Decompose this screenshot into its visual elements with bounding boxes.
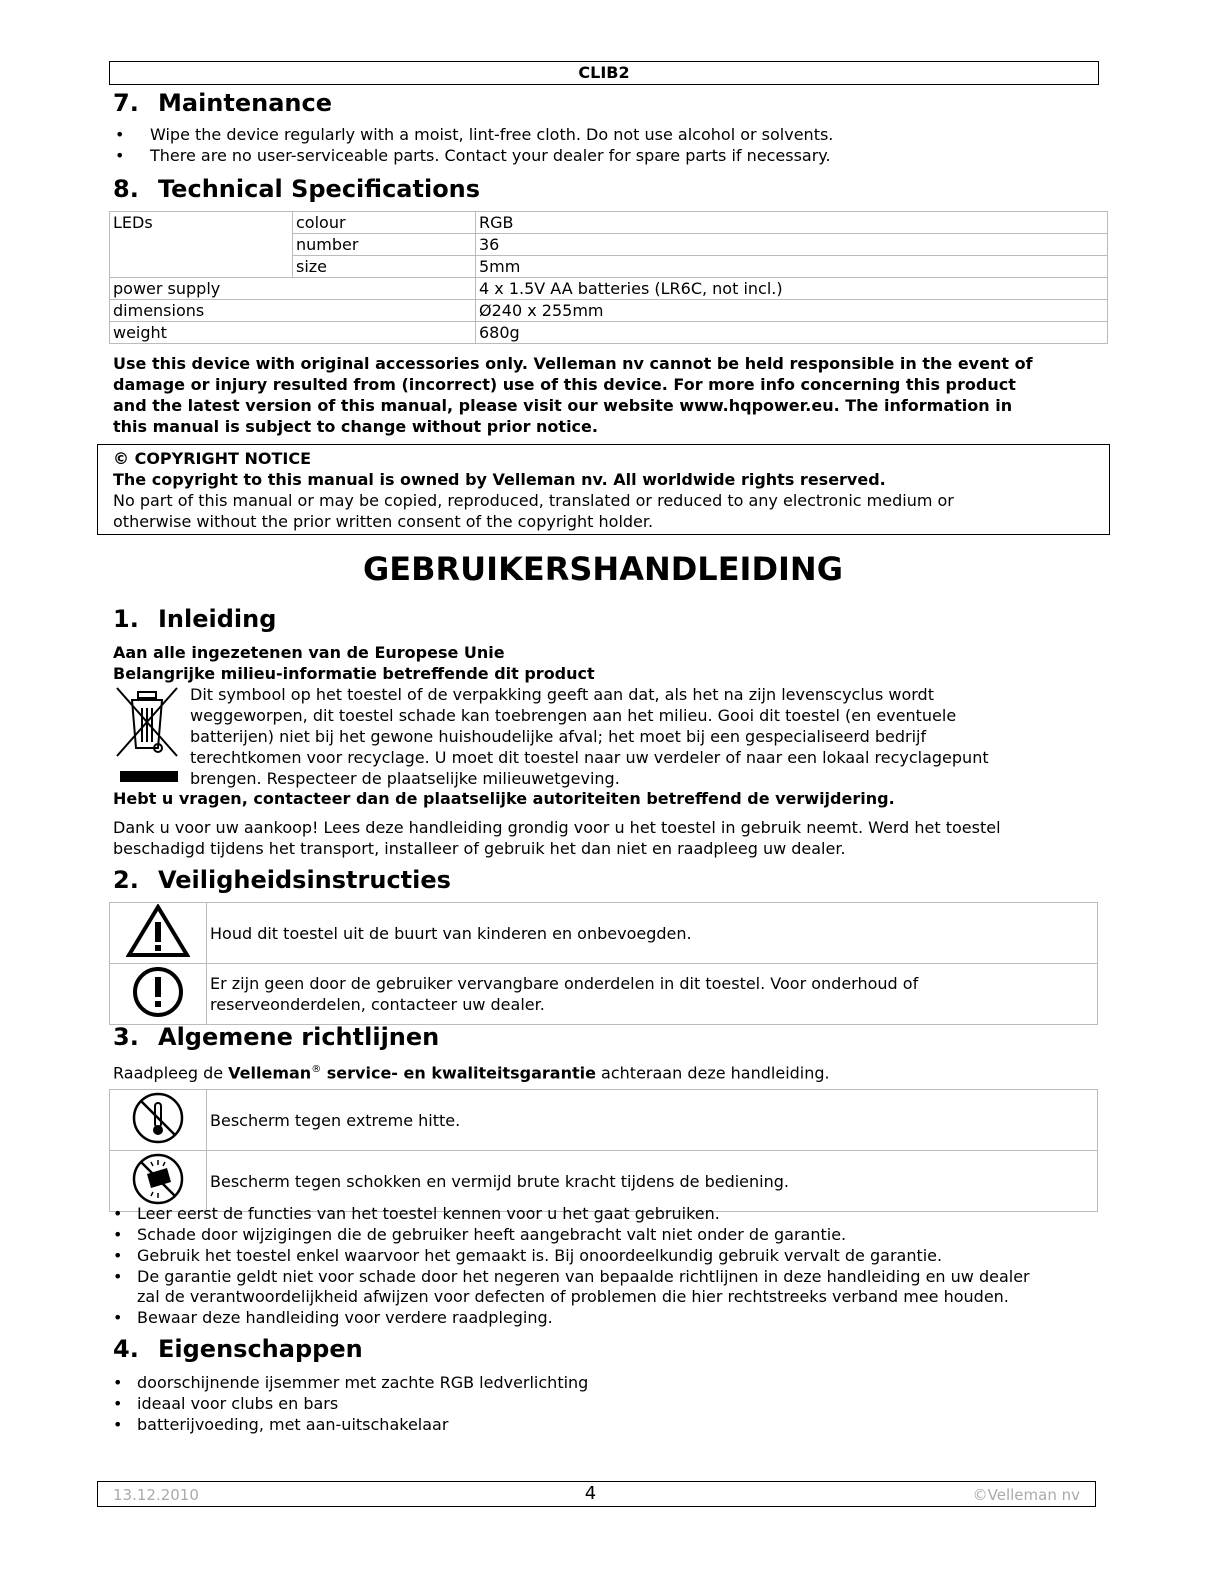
table-cell: 4 x 1.5V AA batteries (LR6C, not incl.) — [476, 278, 1108, 300]
section-3-heading — [113, 1022, 439, 1052]
section-title: Veiligheidsinstructies — [158, 866, 451, 894]
table-cell: Bescherm tegen extreme hitte. — [207, 1090, 1098, 1151]
weee-text: weggeworpen, dit toestel schade kan toebrengen aan het milieu. Gooi dit toestel (en eventuele — [190, 706, 957, 725]
list-item: • Gebruik het toestel enkel waarvoor het gemaakt is. Bij onoordeelkundig gebruik vervalt de garantie. — [137, 1245, 942, 1266]
section-number: 4. — [113, 1335, 139, 1363]
page-title: GEBRUIKERSHANDLEIDING — [363, 550, 843, 588]
section-title: Algemene richtlijnen — [158, 1023, 440, 1051]
paragraph: Dank u voor uw aankoop! Lees deze handleiding grondig voor u het toestel in gebruik neemt. Werd het toestel — [113, 818, 1001, 837]
header-model: CLIB2 — [109, 61, 1099, 85]
no-shock-icon — [131, 1152, 185, 1206]
table-row — [110, 903, 1098, 964]
copyright-box — [97, 444, 1110, 535]
contact-authorities: Hebt u vragen, contacteer dan de plaatselijke autoriteiten betreffend de verwijdering. — [113, 789, 895, 808]
weee-text: Dit symbool op het toestel of de verpakking geeft aan dat, als het na zijn levenscyclus wordt — [190, 685, 934, 704]
warranty-name: service- en kwaliteitsgarantie — [321, 1063, 596, 1083]
list-item: • Leer eerst de functies van het toestel kennen voor u het gaat gebruiken. — [137, 1203, 720, 1224]
table-cell: number — [293, 234, 476, 256]
table-row — [110, 1090, 1098, 1151]
table-cell — [110, 1090, 207, 1151]
env-heading: Belangrijke milieu-informatie betreffende dit product — [113, 664, 595, 683]
table-cell: dimensions — [110, 300, 476, 322]
table-cell: LEDs — [110, 212, 293, 278]
section-8-heading — [113, 174, 480, 204]
guidelines-table — [109, 1089, 1098, 1212]
section-1-heading — [113, 604, 276, 634]
guidelines-intro — [113, 1059, 830, 1083]
registered-mark: ® — [311, 1064, 322, 1075]
table-row — [110, 322, 1108, 344]
weee-text: terechtkomen voor recyclage. U moet dit toestel naar uw verdeler of naar een lokaal recyclagepunt — [190, 748, 989, 767]
caution-circle-icon — [131, 965, 185, 1019]
safety-text: Er zijn geen door de gebruiker vervangbare onderdelen in dit toestel. Voor onderhoud of — [210, 974, 919, 993]
intro-text: achteraan deze handleiding. — [595, 1063, 830, 1083]
weee-bin-icon — [114, 686, 180, 784]
weee-text: batterijen) niet bij het gewone huishoudelijke afval; het moet bij een gespecialiseerd bedrijf — [190, 727, 927, 746]
table-cell: colour — [293, 212, 476, 234]
footer-brand: ©Velleman nv — [972, 1486, 1080, 1504]
table-cell — [207, 964, 1098, 1025]
notice-line: this manual is subject to change without prior notice. — [113, 417, 598, 436]
table-cell: weight — [110, 322, 476, 344]
spec-table — [109, 211, 1108, 344]
list-item-continuation: zal de verantwoordelijkheid afwijzen voor defecten of problemen die hier rechtstreeks verband mee houden. — [137, 1287, 1009, 1306]
list-item: • Wipe the device regularly with a moist, lint-free cloth. Do not use alcohol or solvents. — [150, 124, 833, 145]
section-title: Maintenance — [158, 89, 333, 117]
notice-line: Use this device with original accessories only. Velleman nv cannot be held responsible in the event of — [113, 354, 1033, 373]
brand-name: Velleman — [228, 1063, 312, 1083]
table-cell: 5mm — [476, 256, 1108, 278]
section-4-heading — [113, 1334, 363, 1364]
table-cell: 680g — [476, 322, 1108, 344]
copyright-bold-line: The copyright to this manual is owned by Velleman nv. All worldwide rights reserved. — [113, 470, 886, 489]
no-heat-icon — [131, 1091, 185, 1145]
table-cell: Houd dit toestel uit de buurt van kinderen en onbevoegden. — [207, 903, 1098, 964]
section-number: 7. — [113, 89, 139, 117]
page-number: 4 — [584, 1483, 597, 1504]
table-row — [110, 964, 1098, 1025]
table-cell: power supply — [110, 278, 476, 300]
section-number: 8. — [113, 175, 139, 203]
list-item: • Schade door wijzigingen die de gebruiker heeft aangebracht valt niet onder de garantie. — [137, 1224, 846, 1245]
section-title: Eigenschappen — [158, 1335, 363, 1363]
paragraph: beschadigd tijdens het transport, installeer of gebruik het dan niet en raadpleeg uw dealer. — [113, 839, 846, 858]
list-item: • De garantie geldt niet voor schade door het negeren van bepaalde richtlijnen in deze handleiding en uw dealer — [137, 1266, 1030, 1287]
table-cell: 36 — [476, 234, 1108, 256]
list-item: • batterijvoeding, met aan-uitschakelaar — [137, 1414, 448, 1435]
section-title: Inleiding — [158, 605, 277, 633]
safety-text: reserveonderdelen, contacteer uw dealer. — [210, 995, 545, 1014]
table-cell: size — [293, 256, 476, 278]
table-cell: Bescherm tegen schokken en vermijd brute kracht tijdens de bediening. — [207, 1151, 1098, 1212]
warning-triangle-icon — [126, 904, 190, 958]
section-title: Technical Specifications — [158, 175, 481, 203]
footer-date: 13.12.2010 — [113, 1486, 199, 1504]
notice-line: and the latest version of this manual, please visit our website www.hqpower.eu. The information in — [113, 396, 1013, 415]
weee-text: brengen. Respecteer de plaatselijke milieuwetgeving. — [190, 769, 620, 788]
table-row — [110, 278, 1108, 300]
table-cell: RGB — [476, 212, 1108, 234]
section-number: 1. — [113, 605, 139, 633]
section-7-heading — [113, 88, 332, 118]
list-item: • doorschijnende ijsemmer met zachte RGB ledverlichting — [137, 1372, 588, 1393]
table-cell — [110, 903, 207, 964]
copyright-line: otherwise without the prior written consent of the copyright holder. — [113, 512, 654, 531]
list-item: • Bewaar deze handleiding voor verdere raadpleging. — [137, 1307, 553, 1328]
eu-heading: Aan alle ingezetenen van de Europese Unie — [113, 643, 505, 662]
copyright-title: © COPYRIGHT NOTICE — [113, 449, 312, 468]
table-cell — [110, 964, 207, 1025]
page-footer — [97, 1481, 1096, 1507]
safety-table — [109, 902, 1098, 1025]
notice-line: damage or injury resulted from (incorrect) use of this device. For more info concerning this product — [113, 375, 1016, 394]
section-2-heading — [113, 865, 451, 895]
list-item: • There are no user-serviceable parts. Contact your dealer for spare parts if necessary. — [150, 145, 831, 166]
intro-text: Raadpleeg de — [113, 1063, 229, 1083]
table-row — [110, 212, 1108, 234]
copyright-line: No part of this manual or may be copied, reproduced, translated or reduced to any electronic medium or — [113, 491, 954, 510]
list-item: • ideaal voor clubs en bars — [137, 1393, 338, 1414]
table-cell: Ø240 x 255mm — [476, 300, 1108, 322]
section-number: 3. — [113, 1023, 139, 1051]
table-row — [110, 300, 1108, 322]
section-number: 2. — [113, 866, 139, 894]
